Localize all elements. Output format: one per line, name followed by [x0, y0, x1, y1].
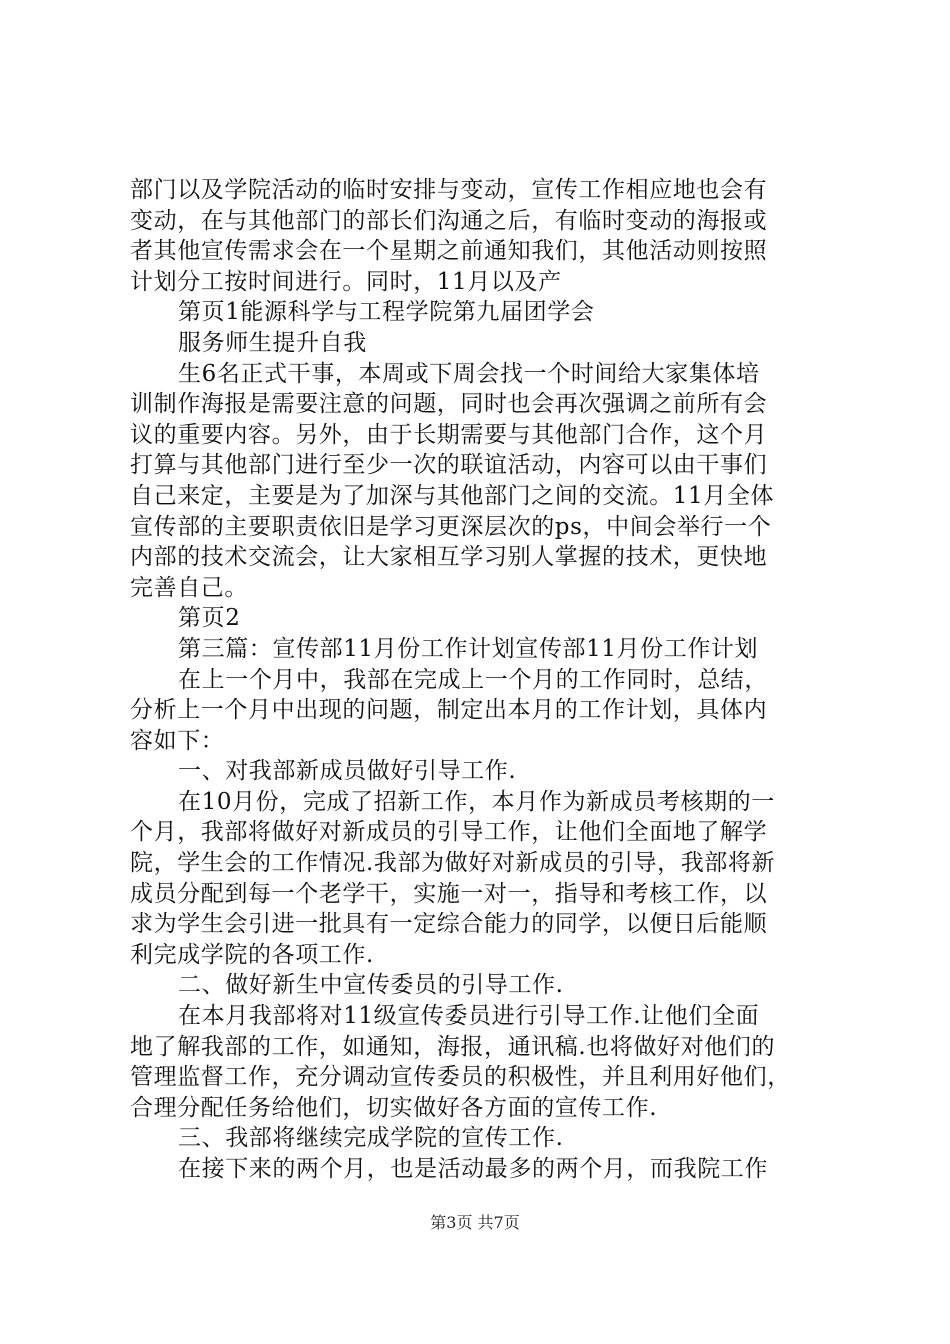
text-line: 自己来定，主要是为了加深与其他部门之间的交流。11月全体	[130, 482, 775, 509]
text-line: 计划分工按时间进行。同时，11月以及产	[130, 268, 562, 295]
text-line: 在上一个月中，我部在完成上一个月的工作同时，总结，	[178, 666, 768, 693]
text-line: 服务师生提升自我	[178, 329, 367, 356]
text-line: 容如下：	[130, 727, 225, 754]
text-line: 生6名正式干事，本周或下周会找一个时间给大家集体培	[178, 360, 760, 387]
text-line: 二、做好新生中宣传委员的引导工作.	[178, 972, 564, 999]
text-line: 一、对我部新成员做好引导工作.	[178, 758, 517, 785]
text-line: 分析上一个月中出现的问题，制定出本月的工作计划，具体内	[130, 697, 768, 724]
text-line: 部门以及学院活动的临时安排与变动，宣传工作相应地也会有	[130, 177, 768, 203]
text-line: 议的重要内容。另外，由于长期需要与其他部门合作，这个月	[130, 421, 768, 448]
text-line: 变动，在与其他部门的部长们沟通之后，有临时变动的海报或	[130, 207, 768, 234]
text-line: 第三篇：宣传部11月份工作计划宣传部11月份工作计划	[178, 635, 759, 662]
text-line: 求为学生会引进一批具有一定综合能力的同学，以便日后能顺	[130, 911, 768, 938]
text-line: 宣传部的主要职责依旧是学习更深层次的ps，中间会举行一个	[130, 513, 772, 540]
text-line: 第页2	[178, 605, 241, 632]
text-line: 管理监督工作，充分调动宣传委员的积极性，并且利用好他们，	[130, 1064, 791, 1091]
page-footer: 第3页 共7页	[430, 1213, 520, 1232]
document-body	[130, 175, 830, 1185]
text-line: 成员分配到每一个老学干，实施一对一，指导和考核工作，以	[130, 880, 768, 907]
text-line: 者其他宣传需求会在一个星期之前通知我们，其他活动则按照	[130, 238, 768, 265]
text-line: 合理分配任务给他们，切实做好各方面的宣传工作.	[130, 1094, 658, 1121]
text-line: 地了解我部的工作，如通知，海报，通讯稿.也将做好对他们的	[130, 1033, 776, 1060]
text-line: 在10月份，完成了招新工作，本月作为新成员考核期的一	[178, 788, 775, 815]
text-line: 在接下来的两个月，也是活动最多的两个月，而我院工作	[178, 1156, 768, 1182]
text-line: 打算与其他部门进行至少一次的联谊活动，内容可以由干事们	[130, 452, 768, 479]
text-line: 个月，我部将做好对新成员的引导工作，让他们全面地了解学	[130, 819, 768, 846]
text-line: 利完成学院的各项工作.	[130, 941, 374, 968]
text-line: 院，学生会的工作情况.我部为做好对新成员的引导，我部将新	[130, 850, 776, 877]
text-line: 内部的技术交流会，让大家相互学习别人掌握的技术，更快地	[130, 544, 768, 571]
text-line: 完善自己。	[130, 574, 248, 601]
text-line: 训制作海报是需要注意的问题，同时也会再次强调之前所有会	[130, 391, 768, 418]
text-line: 第页1能源科学与工程学院第九届团学会	[178, 299, 595, 326]
text-line: 在本月我部将对11级宣传委员进行引导工作.让他们全面	[178, 1003, 760, 1030]
text-line: 三、我部将继续完成学院的宣传工作.	[178, 1125, 564, 1152]
